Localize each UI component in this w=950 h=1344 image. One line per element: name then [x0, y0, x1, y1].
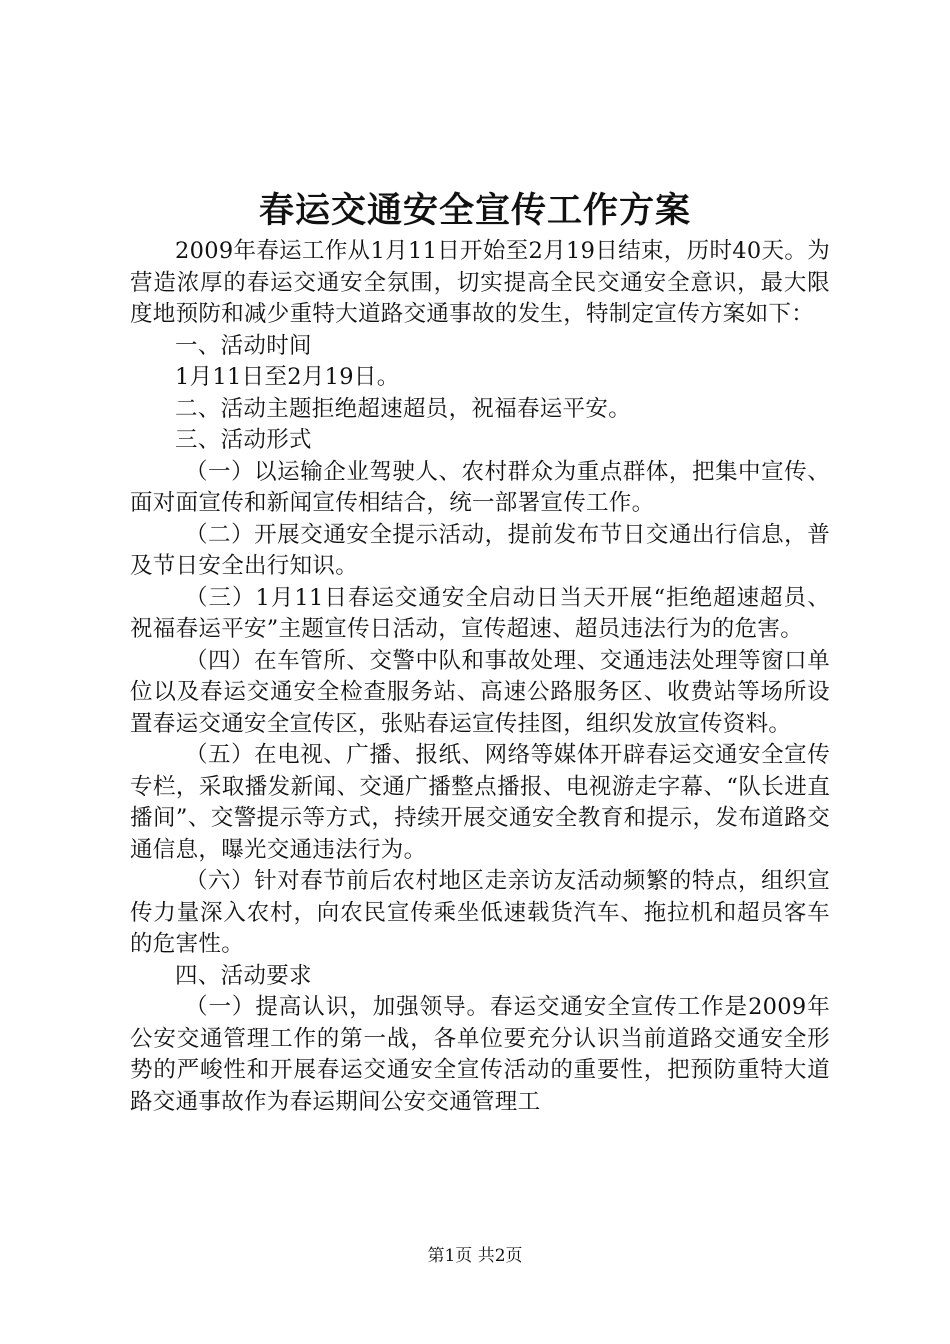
time-paragraph: 1月11日至2月19日。: [175, 364, 400, 390]
requirement-item-1: （一）提高认识，加强领导。春运交通安全宣传工作是2009年公安交通管理工作的第一战，各单位要充分认识当前道路交通安全形势的严峻性和开展春运交通安全宣传活动的重要性，把预防重特大道路交通事故作为春运期间公安交通管理工: [130, 994, 830, 1115]
form-item-2: （二）开展交通安全提示活动，提前发布节日交通出行信息，普及节日安全出行知识。: [130, 521, 830, 579]
document-title: 春运交通安全宣传工作方案: [258, 190, 691, 231]
form-item-4: （四）在车管所、交警中队和事故处理、交通违法处理等窗口单位以及春运交通安全检查服务站、高速公路服务区、收费站等场所设置春运交通安全宣传区，张贴春运宣传挂图，组织发放宣传资料。: [130, 647, 830, 737]
form-item-3: （三）1月11日春运交通安全启动日当天开展“拒绝超速超员、祝福春运平安”主题宣传日活动，宣传超速、超员违法行为的危害。: [130, 584, 830, 642]
section-heading-requirements: 四、活动要求: [175, 962, 312, 989]
form-item-1: （一）以运输企业驾驶人、农村群众为重点群体，把集中宣传、面对面宣传和新闻宣传相结合，统一部署宣传工作。: [130, 458, 830, 516]
intro-paragraph: 2009年春运工作从1月11日开始至2月19日结束，历时40天。为营造浓厚的春运交通安全氛围，切实提高全民交通安全意识，最大限度地预防和减少重特大道路交通事故的发生，特制定宣传方案如下：: [130, 238, 830, 327]
document-body: [130, 236, 830, 1118]
section-heading-forms: 三、活动形式: [175, 427, 312, 453]
theme-paragraph: 二、活动主题拒绝超速超员，祝福春运平安。: [175, 395, 632, 422]
form-item-6: （六）针对春节前后农村地区走亲访友活动频繁的特点，组织宣传力量深入农村，向农民宣传乘坐低速载货汽车、拖拉机和超员客车的危害性。: [130, 868, 830, 957]
form-item-5: （五）在电视、广播、报纸、网络等媒体开辟春运交通安全宣传专栏，采取播发新闻、交通广播整点播报、电视游走字幕、“队长进直播间”、交警提示等方式，持续开展交通安全教育和提示，发布道路交通信息，曝光交通违法行为。: [130, 742, 830, 863]
section-heading-time: 一、活动时间: [175, 332, 312, 359]
page-footer: 第1页 共2页: [427, 1246, 523, 1266]
